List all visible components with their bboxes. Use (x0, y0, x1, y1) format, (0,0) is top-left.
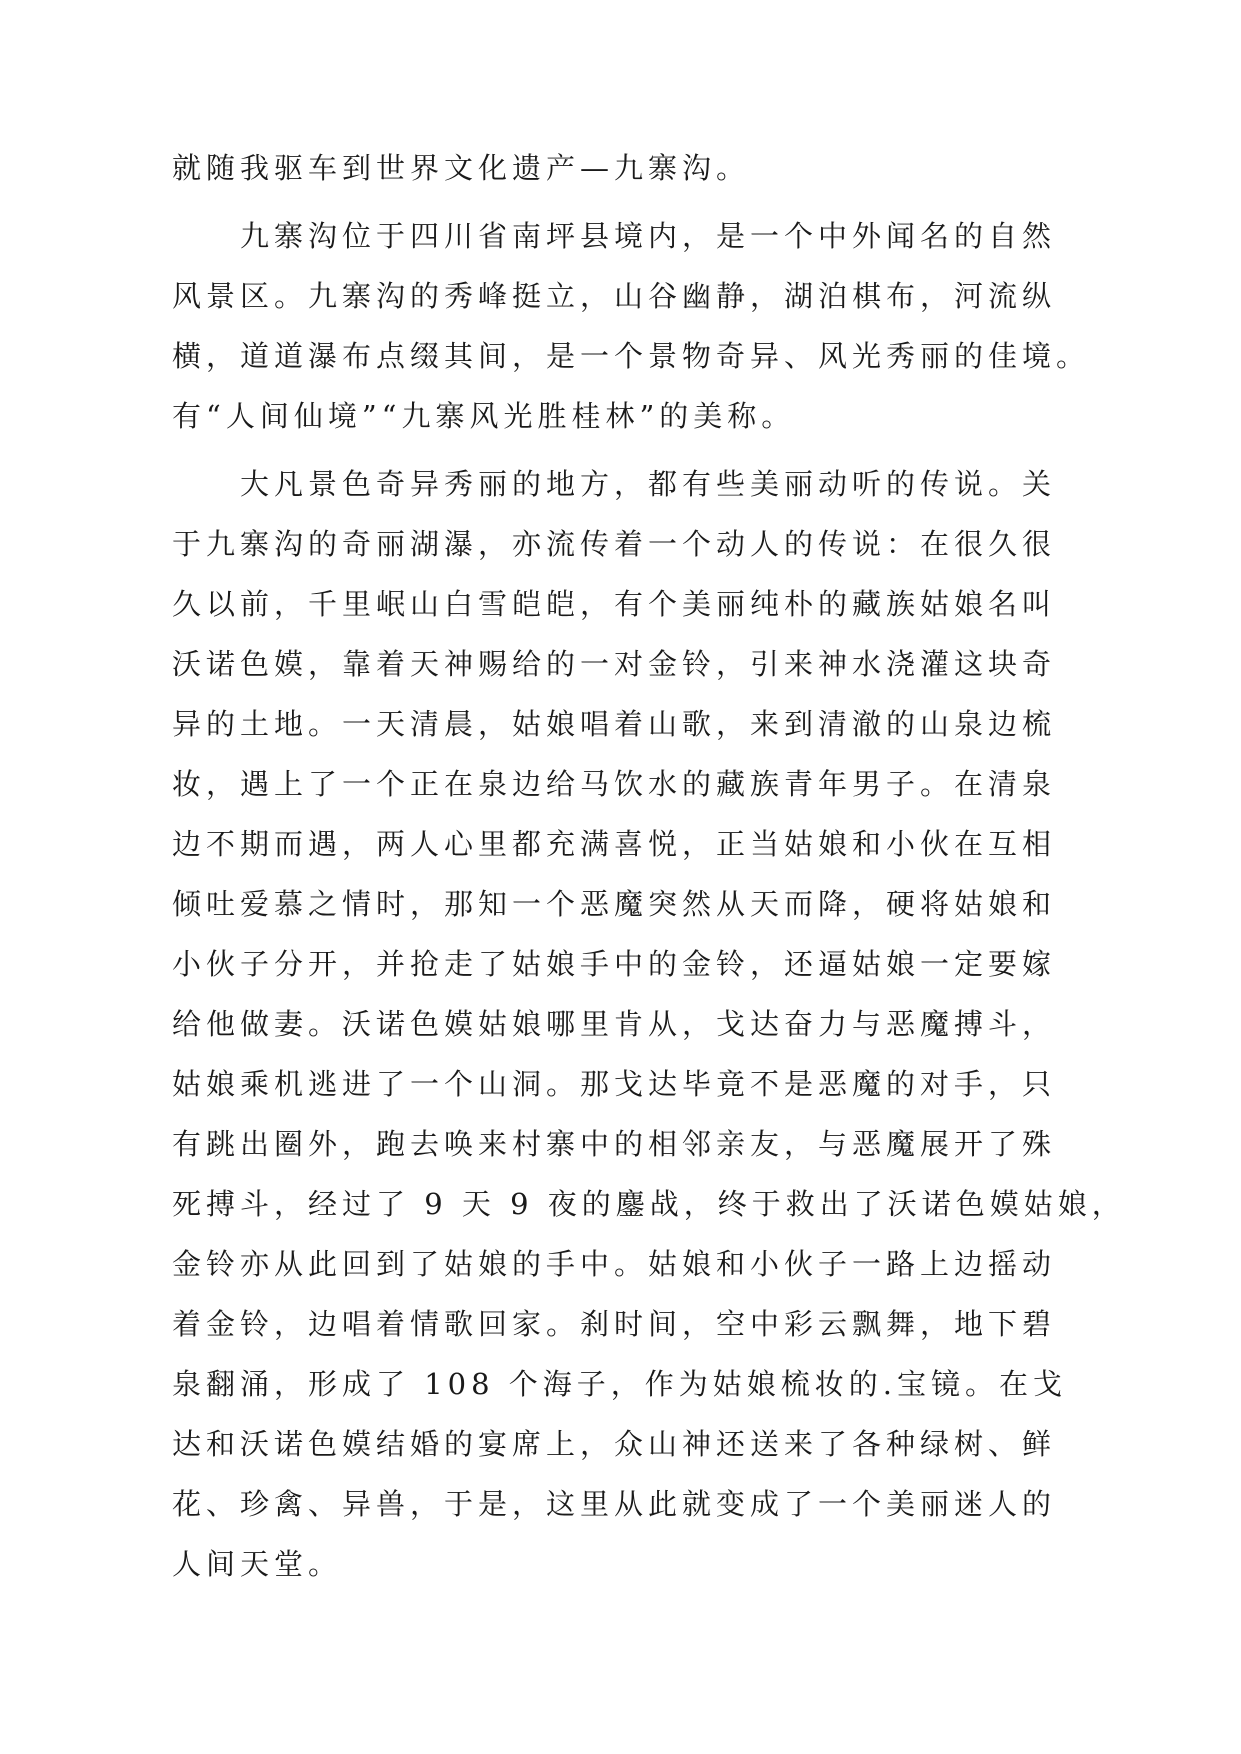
text-line: 有“人间仙境”“九寨风光胜桂林”的美称。 (172, 399, 796, 433)
text-line: 横，道道瀑布点缀其间，是一个景物奇异、风光秀丽的佳境。 (172, 339, 1091, 373)
text-line: 给他做妻。沃诺色嫫姑娘哪里肯从，戈达奋力与恶魔搏斗， (172, 1007, 1057, 1041)
text-line: 着金铃，边唱着情歌回家。刹时间，空中彩云飘舞，地下碧 (172, 1307, 1057, 1341)
text-line: 边不期而遇，两人心里都充满喜悦，正当姑娘和小伙在互相 (172, 827, 1057, 861)
text-line: 人间天堂。 (172, 1547, 343, 1581)
text-line: 久以前，千里岷山白雪皑皑，有个美丽纯朴的藏族姑娘名叫 (172, 587, 1057, 621)
text-line: 小伙子分开，并抢走了姑娘手中的金铃，还逼姑娘一定要嫁 (172, 947, 1057, 981)
text-line: 风景区。九寨沟的秀峰挺立，山谷幽静，湖泊棋布，河流纵 (172, 279, 1057, 313)
text-line: 泉翻涌，形成了 108 个海子，作为姑娘梳妆的.宝镜。在戈 (172, 1367, 1068, 1401)
text-line: 金铃亦从此回到了姑娘的手中。姑娘和小伙子一路上边摇动 (172, 1247, 1057, 1281)
text-line: 沃诺色嫫，靠着天神赐给的一对金铃，引来神水浇灌这块奇 (172, 647, 1057, 681)
body-text (172, 138, 1126, 1594)
text-line: 大凡景色奇异秀丽的地方，都有些美丽动听的传说。关 (172, 467, 1057, 501)
text-line: 于九寨沟的奇丽湖瀑，亦流传着一个动人的传说：在很久很 (172, 527, 1057, 561)
text-line: 妆，遇上了一个正在泉边给马饮水的藏族青年男子。在清泉 (172, 767, 1057, 801)
text-line: 九寨沟位于四川省南坪县境内，是一个中外闻名的自然 (172, 219, 1057, 253)
text-line: 达和沃诺色嫫结婚的宴席上，众山神还送来了各种绿树、鲜 (172, 1427, 1057, 1461)
paragraph-gap (172, 198, 962, 206)
text-line: 花、珍禽、异兽，于是，这里从此就变成了一个美丽迷人的 (172, 1487, 1057, 1521)
text-line: 死搏斗，经过了 9 天 9 夜的鏖战，终于救出了沃诺色嫫姑娘， (172, 1187, 1126, 1221)
text-line: 姑娘乘机逃进了一个山洞。那戈达毕竟不是恶魔的对手，只 (172, 1067, 1057, 1101)
text-line: 就随我驱车到世界文化遗产—九寨沟。 (172, 151, 751, 185)
text-line: 异的土地。一天清晨，姑娘唱着山歌，来到清澈的山泉边梳 (172, 707, 1057, 741)
text-line: 有跳出圈外，跑去唤来村寨中的相邻亲友，与恶魔展开了殊 (172, 1127, 1057, 1161)
paragraph-gap (172, 446, 962, 454)
text-line: 倾吐爱慕之情时，那知一个恶魔突然从天而降，硬将姑娘和 (172, 887, 1057, 921)
